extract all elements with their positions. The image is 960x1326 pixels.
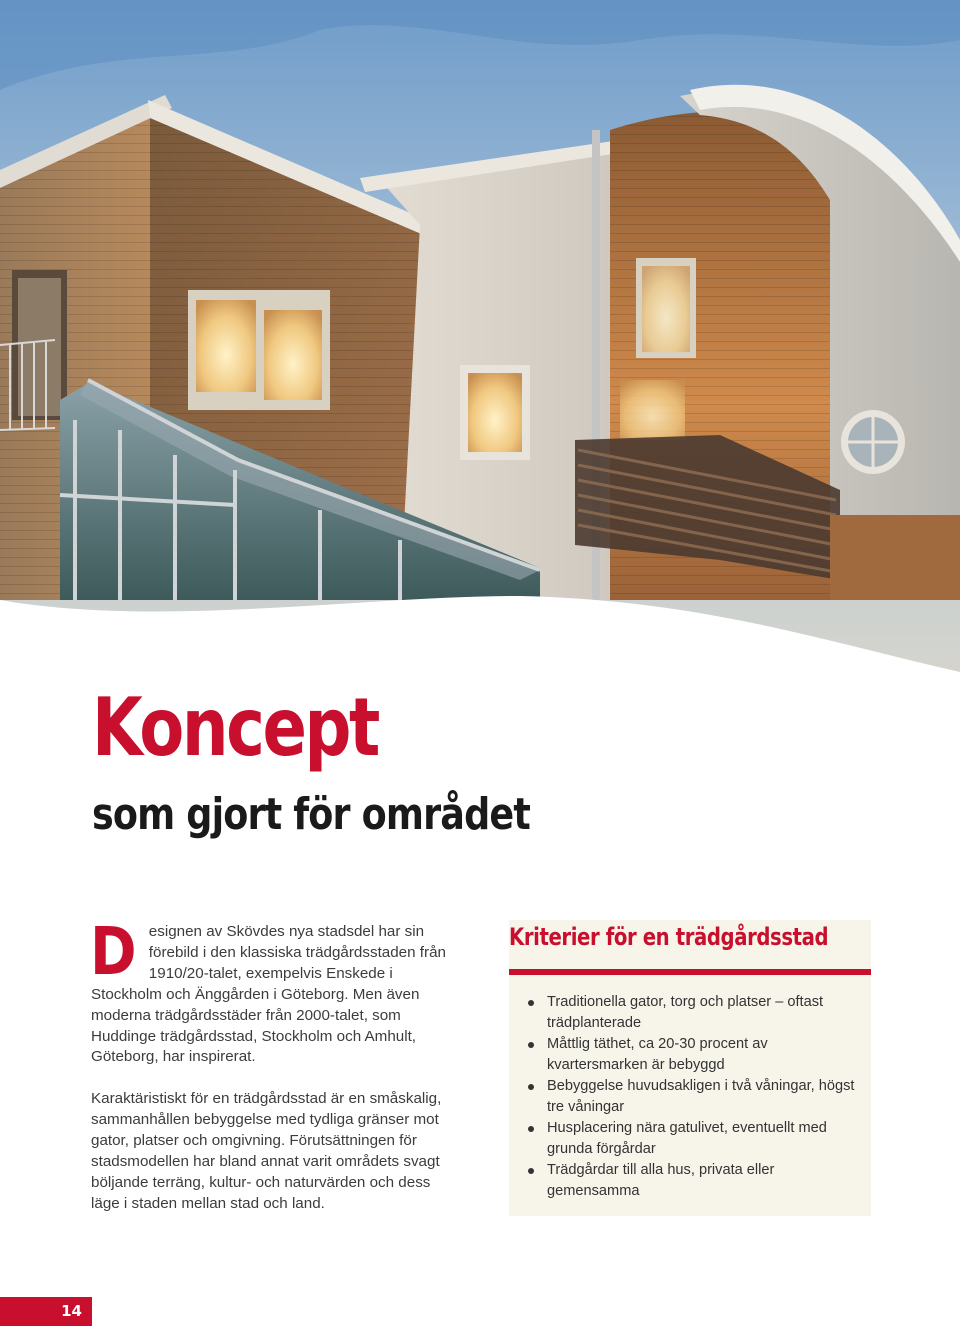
- criteria-list: [527, 992, 857, 1202]
- criteria-divider: [509, 969, 871, 975]
- page-title: Koncept: [92, 681, 378, 774]
- criteria-item: Husplacering nära gatulivet, eventuellt med grunda förgårdar: [527, 1118, 857, 1160]
- criteria-item: Måttlig täthet, ca 20-30 procent av kvartersmarken är bebyggd: [527, 1034, 857, 1076]
- drop-cap: D: [90, 913, 137, 990]
- criteria-title: Kriterier för en trädgårdsstad: [509, 923, 829, 951]
- body-text-column: [90, 913, 459, 1215]
- intro-text: esignen av Skövdes nya stadsdel har sin förebild i den klassiska trädgårdsstaden från 1910/20-talet, exempelvis Enskede i Stockholm och Änggården i Göteborg. Men även moderna trädgårdsstäder från 2000-talet, som Huddinge trädgårdsstad, Stockholm och Amhult, Göteborg, har inspirerat.: [91, 923, 446, 1066]
- page-subtitle: som gjort för området: [92, 789, 530, 840]
- criteria-item: Trädgårdar till alla hus, privata eller gemensamma: [527, 1160, 857, 1202]
- criteria-item: Bebyggelse huvudsakligen i två våningar, högst tre våningar: [527, 1076, 857, 1118]
- page-number-tab: [0, 1297, 92, 1326]
- page-number: 14: [61, 1302, 82, 1320]
- intro-paragraph: [90, 913, 459, 1068]
- body-paragraph: Karaktäristiskt för en trädgårdsstad är en småskalig, sammanhållen bebyggelse med tydliga gränser mot gator, platser och omgivning. Förutsättningen för stadsmodellen har bland annat varit områdets svagt böljande terräng, kultur- och naturvärden och dess läge i staden mellan stad och land.: [91, 1090, 442, 1212]
- criteria-item: Traditionella gator, torg och platser – oftast trädplanterade: [527, 992, 857, 1034]
- criteria-box: [509, 920, 871, 1216]
